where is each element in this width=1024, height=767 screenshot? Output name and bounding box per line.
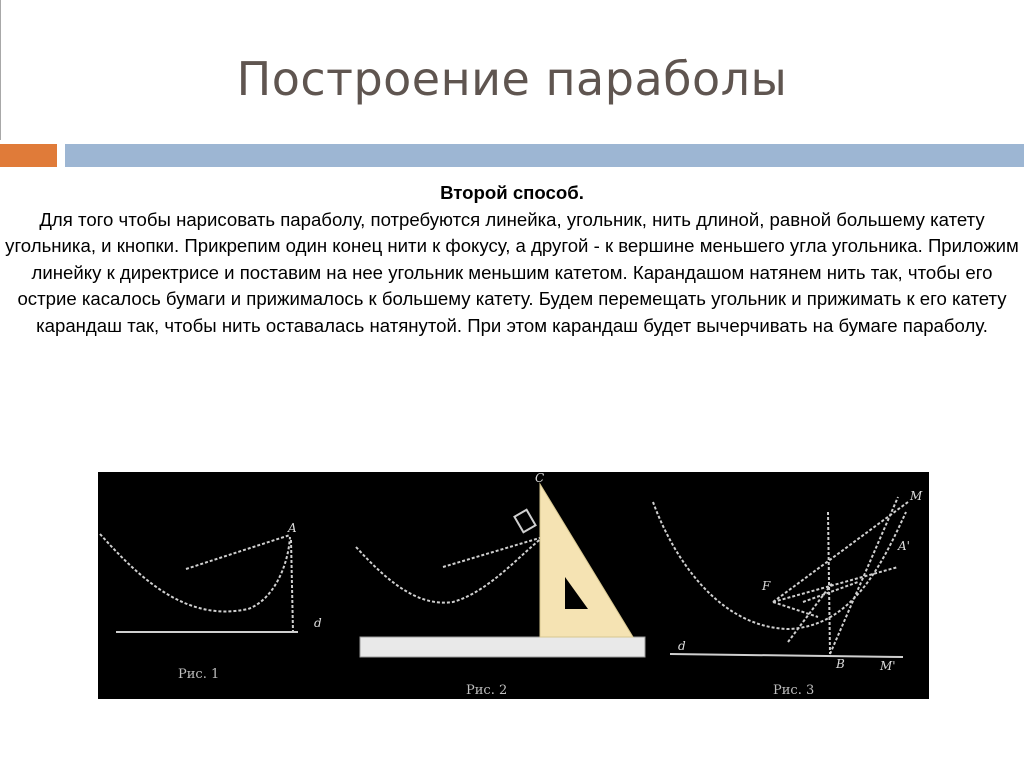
vertical-1 xyxy=(291,540,293,632)
caption-fig-3: Рис. 3 xyxy=(773,683,815,698)
accent-bar xyxy=(0,144,57,167)
thread-2 xyxy=(443,537,543,567)
body-paragraph: Для того чтобы нарисовать параболу, потребуются линейка, угольник, нить длиной, равной большему катету угольника, и кнопки. Прикрепим один конец нити к фокусу, а другой - к вершине меньшего угла угольника. Приложим линейку к директрисе и поставим на нее угольник меньшим катетом. Карандашом натянем нить так, чтобы его острие касалось бумаги и прижималось к большему катету. Будем перемещать угольник и прижимать к его катету карандаш так, чтобы нить оставалась натянутой. При этом карандаш будет вычерчивать на бумаге параболу. xyxy=(5,208,1019,336)
parabola-curve-2 xyxy=(356,537,543,603)
axis-3 xyxy=(828,512,830,654)
section-heading: Второй способ. xyxy=(440,182,584,203)
thread-1 xyxy=(186,535,290,569)
label-d-3: d xyxy=(678,639,686,653)
ruler xyxy=(360,637,645,657)
label-m-3: M xyxy=(910,489,923,503)
label-b-3: B xyxy=(836,657,845,671)
label-d-1: d xyxy=(314,616,322,630)
label-m2-3: M' xyxy=(880,659,896,673)
parabola-construction-figure xyxy=(98,472,929,699)
title-underline-bar xyxy=(65,144,1024,167)
label-f-3: F xyxy=(762,579,771,593)
label-c-2: C xyxy=(535,472,545,485)
set-square xyxy=(540,484,633,637)
caption-fig-2: Рис. 2 xyxy=(466,683,508,698)
directrix-3 xyxy=(670,654,903,657)
figure-drawing xyxy=(98,472,929,699)
slide-title: Построение параболы xyxy=(236,52,788,106)
label-a-1: A xyxy=(288,521,297,535)
body-text xyxy=(4,180,1020,339)
label-a2-3: A' xyxy=(898,539,910,553)
pencil xyxy=(514,510,535,533)
caption-fig-1: Рис. 1 xyxy=(178,667,220,682)
parabola-curve-1 xyxy=(100,534,290,611)
